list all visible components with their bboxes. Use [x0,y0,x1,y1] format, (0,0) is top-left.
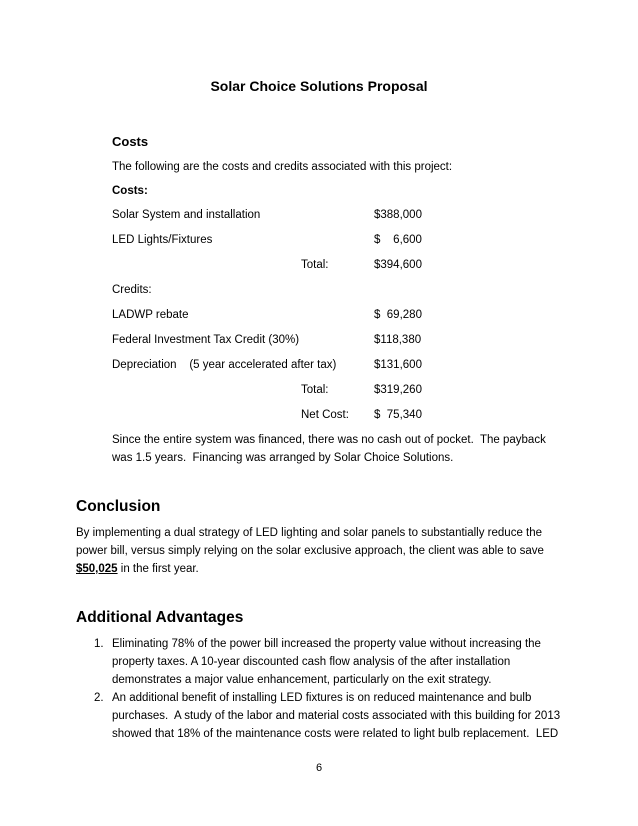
conclusion-line: By implementing a dual strategy of LED lighting and solar panels to substantially reduce the [76,527,543,539]
advantage-line: demonstrates a major value enhancement, particularly on the exit strategy. [112,674,492,686]
cost-total-amount: $394,600 [374,259,422,271]
cost-item-label: Solar System and installation [112,209,261,221]
credit-total-label: Total: [301,384,329,396]
advantage-line: An additional benefit of installing LED fixtures is on reduced maintenance and bulb [112,692,532,704]
page-title: Solar Choice Solutions Proposal [210,78,428,94]
credit-item-amount: $118,380 [374,334,422,346]
credit-item-amount: $131,600 [374,359,422,371]
conclusion-final-line [76,563,199,575]
advantage-line: purchases. A study of the labor and material costs associated with this building for 2013 [112,710,561,722]
credits-label: Credits: [112,284,152,296]
conclusion-line: power bill, versus simply relying on the solar exclusive approach, the client was able to save [76,545,544,557]
cost-item-amount: $ 6,600 [374,234,422,246]
page-number: 6 [315,762,323,774]
advantage-line: Eliminating 78% of the power bill increased the property value without increasing the [112,638,541,650]
credit-item-label: LADWP rebate [112,309,189,321]
credit-item-label: Depreciation (5 year accelerated after tax) [112,359,337,371]
credit-item-amount: $ 69,280 [374,309,422,321]
costs-label: Costs: [112,185,148,197]
net-cost-label: Net Cost: [301,409,349,421]
costs-intro: The following are the costs and credits associated with this project: [112,161,453,173]
costs-heading: Costs [112,134,149,149]
advantage-number: 1. [94,638,104,650]
net-cost-amount: $ 75,340 [374,409,422,421]
conclusion-heading: Conclusion [76,498,161,515]
advantages-heading: Additional Advantages [76,609,244,626]
cost-item-label: LED Lights/Fixtures [112,234,213,246]
savings-amount: $50,025 [76,563,118,575]
cost-item-amount: $388,000 [374,209,422,221]
conclusion-tail: in the first year. [117,563,199,575]
advantage-line: property taxes. A 10-year discounted cash flow analysis of the after installation [112,656,511,668]
credit-total-amount: $319,260 [374,384,422,396]
costs-note-line: Since the entire system was financed, there was no cash out of pocket. The payback [112,434,546,446]
advantage-number: 2. [94,692,104,704]
advantage-line: showed that 18% of the maintenance costs were related to light bulb replacement. LED [112,728,559,740]
cost-total-label: Total: [301,259,329,271]
credit-item-label: Federal Investment Tax Credit (30%) [112,334,300,346]
costs-note-line: was 1.5 years. Financing was arranged by Solar Choice Solutions. [112,452,454,464]
